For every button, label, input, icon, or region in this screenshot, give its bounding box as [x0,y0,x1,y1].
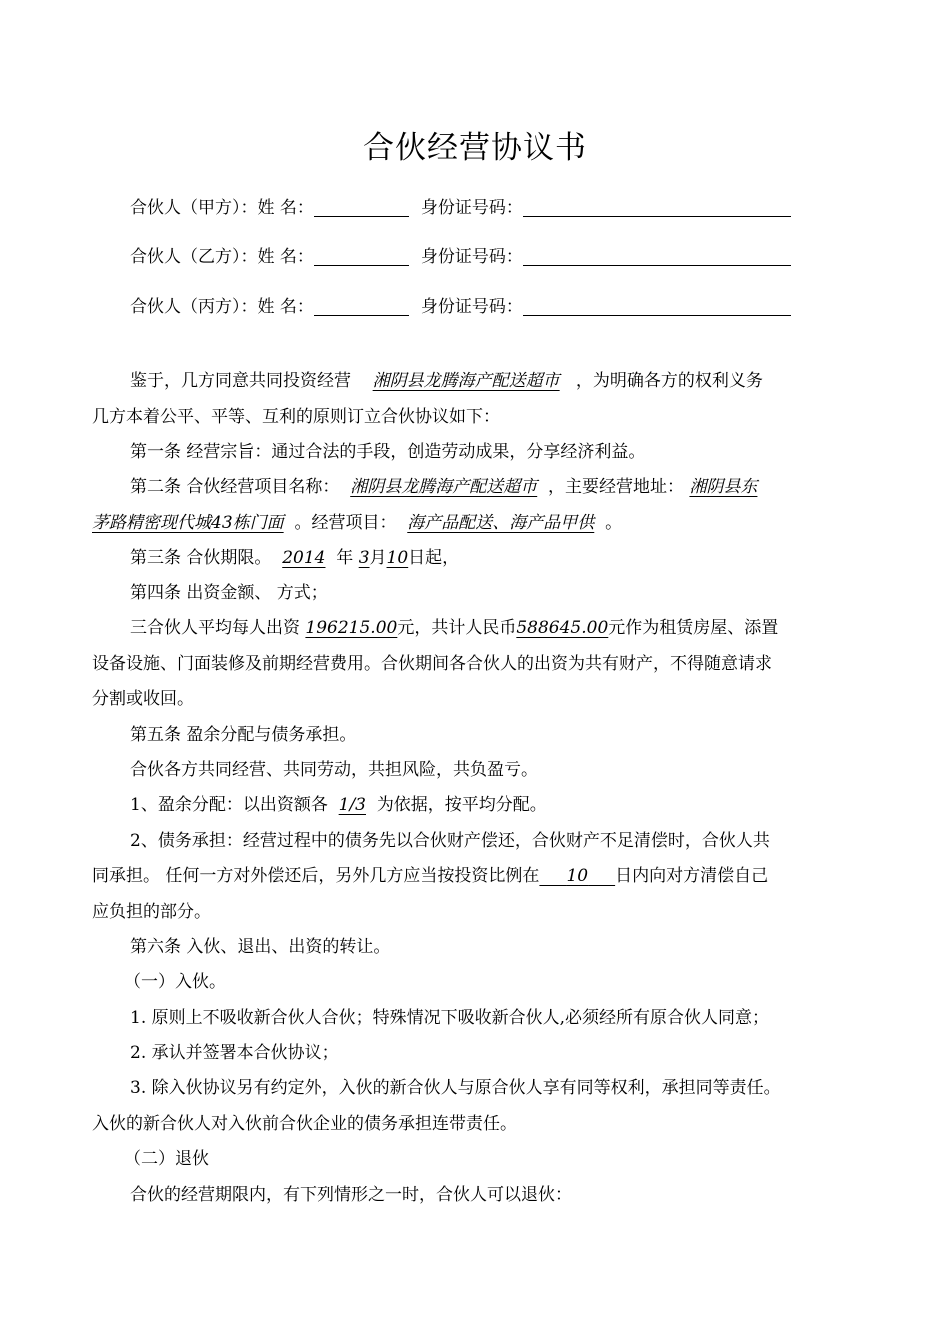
capital-line-2: 设备设施、门面装修及前期经营费用。合伙期间各合伙人的出资为共有财产，不得随意请求 [92,654,772,674]
profit-distribution [130,790,547,820]
name-blank [314,196,409,217]
debt-days-blank [539,866,615,886]
capital-text: 三合伙人平均每人出资 [130,618,300,638]
capital-text: 元作为租赁房屋、添置 [608,618,779,638]
join-item-3-line-2: 入伙的新合伙人对入伙前合伙企业的债务承担连带责任。 [92,1114,517,1134]
profit-text: 为依据，按平均分配。 [376,795,547,815]
id-blank [523,245,791,266]
id-label: 身份证号码： [420,247,523,267]
quit-paragraph: 合伙的经营期限内，有下列情形之一时，合伙人可以退伙： [130,1185,572,1205]
intro-text: ，为明确各方的权利义务 [575,371,763,391]
article-text: 。 [605,513,623,533]
address-part-1: 湘阴县东 [689,477,758,497]
join-item-2: 2. 承认并签署本合伙协议； [130,1043,339,1063]
address-part-2: 茅路精密现代城43栋门面 [92,513,284,533]
party-label: 合伙人（乙方）：姓 名： [130,247,314,267]
business-items: 海产品配送、海产品甲供 [407,513,595,533]
party-c-row [130,293,791,321]
capital-line-3: 分割或收回。 [92,689,194,709]
article-4: 第四条 出资金额、 方式； [130,583,328,603]
start-month: 3 [358,548,370,568]
capital-total: 588645.00 [516,618,609,638]
document-title: 合伙经营协议书 [363,130,587,166]
intro-line-1 [130,366,763,396]
capital-text: 元，共计人民币 [397,618,517,638]
id-label: 身份证号码： [420,198,523,218]
start-year: 2014 [282,548,326,568]
article-text: 第二条 合伙经营项目名称： [130,477,340,497]
party-a-row [130,194,791,222]
start-day: 10 [386,548,409,568]
debt-text: 同承担。 任何一方对外偿还后，另外几方应当按投资比例在 [92,866,540,886]
business-name: 湘阴县龙腾海产配送超市 [372,371,560,391]
article-3 [130,543,459,573]
name-blank [314,245,409,266]
intro-line-2: 几方本着公平、平等、互利的原则订立合伙协议如下： [92,407,500,427]
party-label: 合伙人（丙方）：姓 名： [130,297,314,317]
article-text: 。经营项目： [294,513,397,533]
article-text: 日起， [408,548,460,568]
article-text: 年 [336,548,354,568]
article-text: ，主要经营地址： [548,477,685,497]
project-name: 湘阴县龙腾海产配送超市 [350,477,538,497]
article-6: 第六条 入伙、退出、出资的转让。 [130,937,391,957]
join-item-1: 1. 原则上不吸收新合伙人合伙；特殊情况下吸收新合伙人,必须经所有原合伙人同意； [130,1008,770,1028]
article-text: 第三条 合伙期限。 [130,548,272,568]
id-blank [523,196,791,217]
capital-each: 196215.00 [305,618,398,638]
article-5-paragraph: 合伙各方共同经营、共同劳动，共担风险，共负盈亏。 [130,760,538,780]
join-item-3-line-1: 3. 除入伙协议另有约定外，入伙的新合伙人与原合伙人享有同等权利，承担同等责任。 [130,1078,781,1098]
article-2-line-1 [130,472,757,502]
join-heading: （一）入伙。 [124,972,226,992]
quit-heading: （二）退伙 [124,1149,209,1169]
debt-line-3: 应负担的部分。 [92,902,211,922]
debt-text: 日内向对方清偿自己 [615,866,769,886]
party-b-row [130,243,791,271]
party-label: 合伙人（甲方）：姓 名： [130,198,314,218]
article-text: 月 [369,548,387,568]
id-label: 身份证号码： [420,297,523,317]
article-5: 第五条 盈余分配与债务承担。 [130,725,357,745]
article-1: 第一条 经营宗旨：通过合法的手段，创造劳动成果，分享经济利益。 [130,442,646,462]
debt-days: 10 [566,866,589,886]
profit-ratio: 1/3 [338,795,366,815]
debt-line-2 [92,861,768,891]
name-blank [314,295,409,316]
article-2-line-2 [92,508,622,538]
capital-line-1 [130,613,778,643]
debt-line-1: 2、债务承担：经营过程中的债务先以合伙财产偿还，合伙财产不足清偿时，合伙人共 [130,831,770,851]
profit-text: 1、盈余分配：以出资额各 [130,795,328,815]
intro-text: 鉴于，几方同意共同投资经营 [130,371,351,391]
id-blank [523,295,791,316]
